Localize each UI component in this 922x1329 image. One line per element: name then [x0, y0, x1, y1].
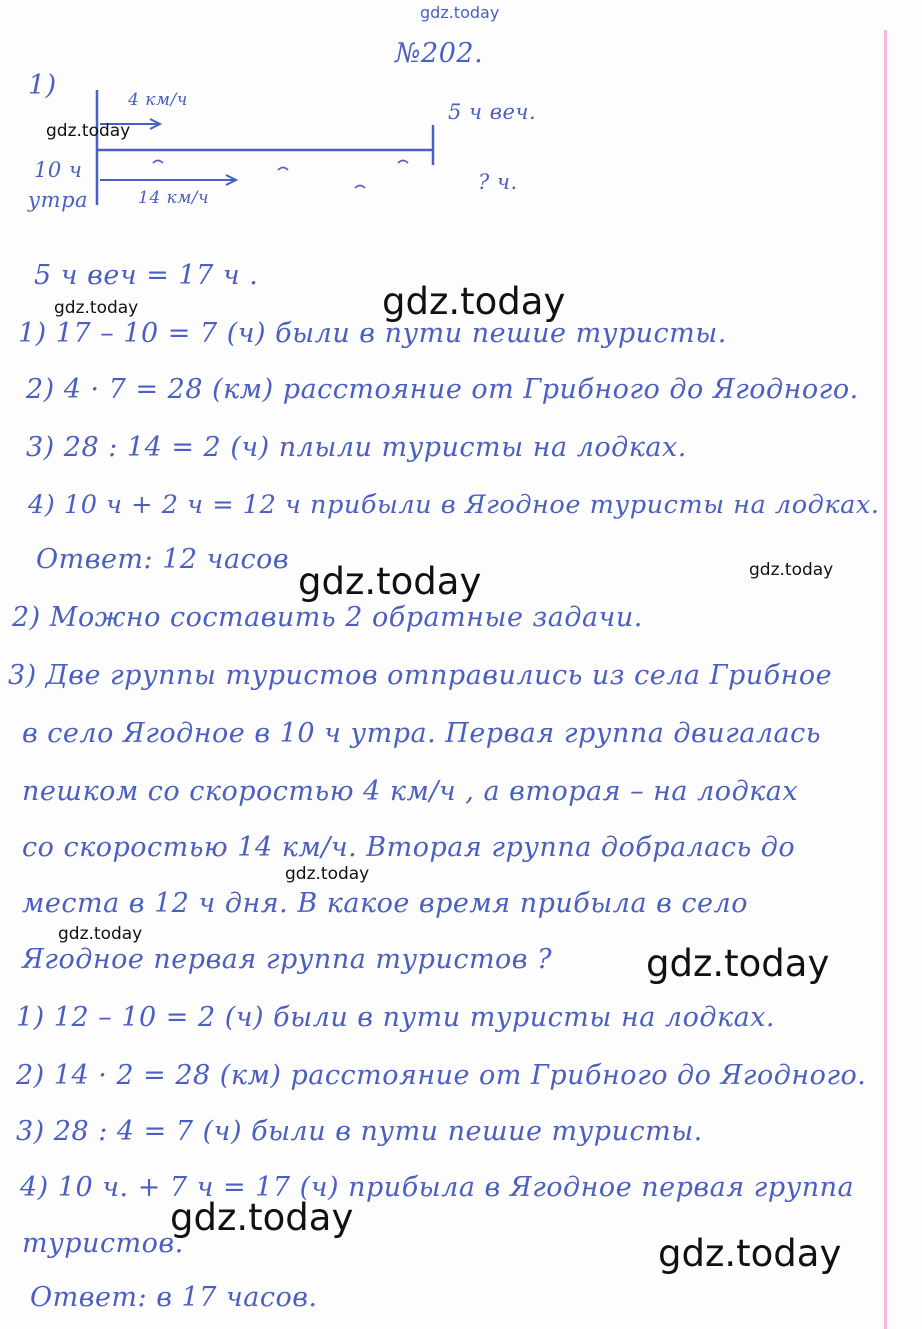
solution-step: 3) 28 : 14 = 2 (ч) плыли туристы на лодках. — [26, 432, 687, 463]
watermark: gdz.today — [646, 942, 830, 985]
problem-line: пешком со скоростью 4 км/ч , а вторая – на лодках — [22, 776, 799, 807]
solution-step: 4) 10 ч. + 7 ч = 17 (ч) прибыла в Ягодное первая группа — [20, 1172, 855, 1203]
equal-mark — [153, 161, 163, 164]
solution-step: 4) 10 ч + 2 ч = 12 ч прибыли в Ягодное туристы на лодках. — [28, 490, 880, 520]
watermark: gdz.today — [298, 560, 482, 603]
equal-mark — [398, 161, 408, 164]
watermark: gdz.today — [46, 121, 131, 141]
time-conversion: 5 ч веч = 17 ч . — [34, 260, 259, 291]
problem-line: Ягодное первая группа туристов ? — [22, 944, 553, 975]
solution-step: 2) 14 · 2 = 28 (км) расстояние от Грибного до Ягодного. — [16, 1060, 867, 1091]
equal-mark — [278, 168, 288, 171]
part-two: 2) Можно составить 2 обратные задачи. — [12, 602, 643, 633]
watermark: gdz.today — [658, 1232, 842, 1275]
solution-step-continued: туристов. — [22, 1228, 184, 1259]
watermark: gdz.today — [285, 864, 370, 884]
solution-answer: Ответ: в 17 часов. — [30, 1282, 318, 1313]
solution-step: 3) 28 : 4 = 7 (ч) были в пути пешие туристы. — [16, 1116, 703, 1147]
diagram-end-time: 5 ч веч. — [448, 100, 537, 124]
solution-step: 1) 17 – 10 = 7 (ч) были в пути пешие туристы. — [18, 318, 727, 349]
watermark: gdz.today — [170, 1196, 354, 1239]
diagram-start-time-word: утра — [28, 188, 89, 212]
problem-line: места в 12 ч дня. В какое время прибыла в село — [22, 888, 748, 919]
diagram-top-speed: 4 км/ч — [128, 90, 188, 110]
watermark: gdz.today — [382, 280, 566, 323]
watermark: gdz.today — [54, 298, 139, 318]
diagram-start-time: 10 ч — [34, 158, 83, 182]
solution-step: 1) 12 – 10 = 2 (ч) были в пути туристы на лодках. — [16, 1002, 776, 1033]
solution-answer: Ответ: 12 часов — [36, 544, 290, 575]
problem-line: 3) Две группы туристов отправились из села Грибное — [8, 660, 833, 691]
problem-line: в село Ягодное в 10 ч утра. Первая группа двигалась — [22, 718, 821, 749]
solution-step: 2) 4 · 7 = 28 (км) расстояние от Грибного до Ягодного. — [26, 374, 859, 405]
equal-mark — [355, 186, 365, 189]
site-watermark-top: gdz.today — [420, 3, 500, 22]
diagram-unknown: ? ч. — [478, 170, 518, 194]
problem-number: №202. — [395, 38, 484, 69]
watermark: gdz.today — [58, 924, 143, 944]
problem-line: со скоростью 14 км/ч. Вторая группа добралась до — [22, 832, 796, 863]
watermark: gdz.today — [749, 560, 834, 580]
diagram-bottom-speed: 14 км/ч — [138, 188, 210, 208]
diagram-part-label: 1) — [28, 70, 57, 101]
